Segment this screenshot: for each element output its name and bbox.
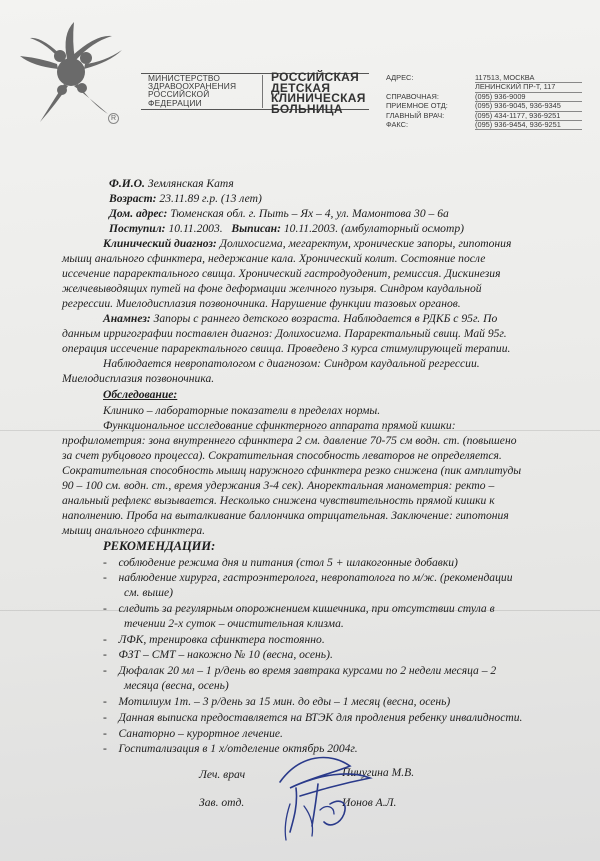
patient-name: Ф.И.О. Землянская Катя (109, 177, 234, 190)
recommendation-item: - Санаторно – курортное лечение. (103, 727, 283, 740)
body-line: Клинико – лабораторные показатели в пределах нормы. (103, 404, 381, 417)
recommendation-item-cont: см. выше) (124, 586, 173, 599)
body-line: Клинический диагноз: Долихосигма, мегаректум, хронические запоры, гипотония (103, 237, 512, 250)
recommendation-item: - следить за регулярным опорожнением кишечника, при отсутствии стула в (103, 602, 495, 615)
handwritten-signature (260, 744, 420, 844)
recommendation-item: - Дюфалак 20 мл – 1 р/день во время завтрака курсами по 2 недели месяца – 2 (103, 664, 497, 677)
body-line: Наблюдается невропатологом с диагнозом: Синдром каудальной регрессии. (103, 357, 480, 370)
body-line: наполнению. Проба на выталкивание баллончика отрицательная. Заключение: гипотония (62, 509, 509, 522)
doctor-name: Пичугина М.В. (342, 766, 415, 779)
body-line: регрессии. Миелодисплазия позвоночника. Нарушение функции тазовых органов. (62, 297, 461, 310)
doctor-label: Леч. врач (199, 768, 246, 781)
header-divider (262, 75, 263, 108)
recommendation-item: - соблюдение режима дня и питания (стол 5 + шлакогонные добавки) (103, 556, 458, 569)
recommendation-item: - Данная выписка предоставляется на ВТЭК для продления ребенку инвалидности. (103, 711, 523, 724)
head-label: Зав. отд. (199, 796, 245, 809)
patient-age: Возраст: 23.11.89 г.р. (13 лет) (109, 192, 262, 205)
body-line: Сократительная способность мышц наружного сфинктера резко снижена (пик амплитуды (62, 464, 522, 477)
body-line: операция иссечение параректального свища. Проведено 3 курса стимулирующей терапии. (62, 342, 511, 355)
body-line: желчевыводящих путей на фоне деформации желчного пузыря. Синдром каудальной (62, 282, 482, 295)
body-line: анальный рефлекс вызывается. Несколько снижена чувствительность прямой кишки к (62, 494, 495, 507)
recommendations-heading: РЕКОМЕНДАЦИИ: (103, 539, 216, 553)
recommendation-item: - ЛФК, тренировка сфинктера постоянно. (103, 633, 325, 646)
body-line: профилометрия: зона внутреннего сфинктера 2 см. давление 70-75 см водн. ст. (повышено (62, 434, 517, 447)
admission-dates: Поступил: 10.11.2003. Выписан: 10.11.2003. (амбулаторный осмотр) (109, 222, 464, 235)
body-line: Функциональное исследование сфинктерного аппарата прямой кишки: (103, 419, 456, 432)
ministry-name: МИНИСТЕРСТВО ЗДРАВООХРАНЕНИЯ РОССИЙСКОЙ ФЕДЕРАЦИИ (148, 73, 237, 108)
body-line: мышц анального сфинктера. (62, 524, 206, 537)
head-name: Ионов А.Л. (342, 796, 397, 809)
hospital-name: РОССИЙСКАЯ ДЕТСКАЯ КЛИНИЧЕСКАЯ БОЛЬНИЦА (271, 70, 366, 116)
body-line: Миелодисплазия позвоночника. (62, 372, 215, 385)
contact-block: АДРЕС: 117513, МОСКВА ЛЕНИНСКИЙ ПР-Т, 117 СПРАВОЧНАЯ: (095) 936-9009 ПРИЕМНОЕ ОТД: (095) 936-9045, 936-9345 ГЛАВНЫЙ ВРАЧ: (095) 434-1177, 936-9251 ФАКС: (095) 936-9454, 936-9251 (386, 74, 582, 130)
recommendation-item-cont: течении 2-х суток – очистительная клизма. (124, 617, 344, 630)
body-line: за счет рубцового процесса). Сократительная способность леваторов не определяется. (62, 449, 502, 462)
recommendation-item-cont: месяца (весна, осень) (124, 679, 229, 692)
body-line: иссечение параректального свища. Хронический гастродуоденит, ремиссия. Дискинезия (62, 267, 501, 280)
body-line: Анамнез: Запоры с раннего детского возраста. Наблюдается в РДКБ с 95г. По (103, 312, 498, 325)
registered-mark-icon: R (108, 113, 119, 124)
body-line: данным ирригографии поставлен диагноз: Долихосигма. Параректальный свищ. Май 95г. (62, 327, 507, 340)
recommendation-item: - наблюдение хирурга, гастроэнтеролога, невропатолога по м/ж. (рекомендации (103, 571, 513, 584)
recommendation-item: - ФЗТ – СМТ – накожно № 10 (весна, осень). (103, 648, 333, 661)
exam-heading: Обследование: (103, 388, 178, 401)
recommendation-item: - Мотилиум 1т. – 3 р/день за 15 мин. до еды – 1 месяц (весна, осень) (103, 695, 451, 708)
recommendation-item: - Госпитализация в 1 х/отделение октябрь 2004г. (103, 742, 358, 755)
patient-address: Дом. адрес: Тюменская обл. г. Пыть – Ях – 4, ул. Мамонтова 30 – 6а (109, 207, 449, 220)
body-line: мышц анального сфинктера, недержание кала. Хронический колит. Состояние после (62, 252, 486, 265)
body-line: 90 – 100 см. водн. ст., время удержания 3-4 сек). Аноректальная манометрия: ректо – (62, 479, 495, 492)
